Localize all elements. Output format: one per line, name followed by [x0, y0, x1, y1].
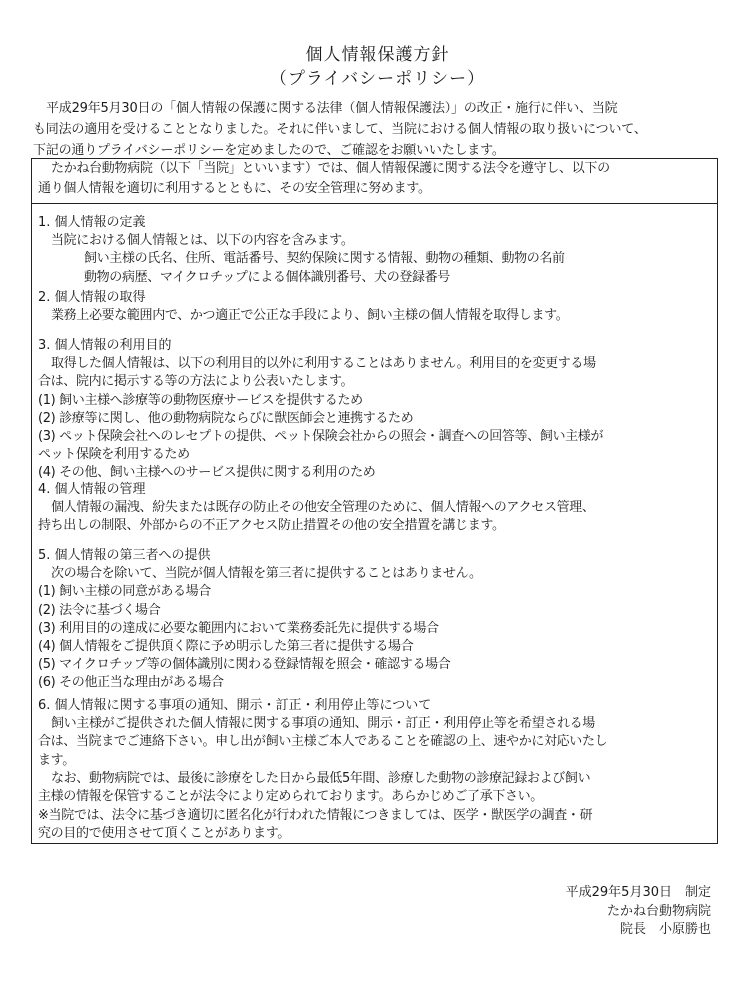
- section-line: 合は、院内に掲示する等の方法により公表いたします。: [38, 374, 354, 390]
- policy-box-intro: [32, 159, 717, 204]
- section-line: 究の目的で使用させて頂くことがあります。: [38, 826, 290, 842]
- section-line: (5) マイクロチップ等の個体識別に関わる登録情報を照会・確認する場合: [38, 657, 451, 673]
- section-heading: 3. 個人情報の利用目的: [38, 338, 172, 353]
- box-intro-line: 通り個人情報を適切に利用するとともに、その安全管理に努めます。: [38, 181, 431, 196]
- section-line: ペット保険を利用するため: [38, 447, 190, 463]
- policy-box: [31, 158, 718, 844]
- section-heading: 6. 個人情報に関する事項の通知、開示・訂正・利用停止等について: [38, 698, 432, 713]
- intro-line: も同法の適用を受けることとなりました。それに伴いまして、当院における個人情報の取り扱いについて、: [33, 122, 647, 137]
- section-line: (4) 個人情報をご提供頂く際に予め明示した第三者に提供する場合: [38, 639, 414, 655]
- policy-section: [38, 697, 718, 806]
- policy-section: [38, 547, 718, 693]
- section-line: 主様の情報を保管することが法令により定められております。あらかじめご了承下さい。: [38, 789, 543, 805]
- policy-section: [38, 481, 718, 536]
- document-title: 個人情報保護方針: [305, 45, 450, 65]
- section-line: 次の場合を除いて、当院が個人情報を第三者に提供することはありません。: [51, 566, 482, 582]
- policy-section: [38, 214, 718, 287]
- section-line: (4) その他、飼い主様へのサービス提供に関する利用のため: [38, 465, 376, 481]
- section-heading: 1. 個人情報の定義: [38, 215, 146, 230]
- policy-section: [38, 337, 718, 483]
- section-line: (6) その他正当な理由がある場合: [38, 675, 224, 691]
- policy-section: [38, 807, 718, 843]
- signature-block: [566, 884, 711, 940]
- section-line: 取得した個人情報は、以下の利用目的以外に利用することはありません。利用目的を変更する場: [51, 356, 596, 372]
- section-line: なお、動物病院では、最後に診療をした日から最低5年間、診療した動物の診療記録および飼い: [51, 770, 591, 786]
- section-line: (1) 飼い主様へ診療等の動物医療サービスを提供するため: [38, 392, 363, 408]
- box-intro-line: たかね台動物病院（以下「当院」といいます）では、個人情報保護に関する法令を遵守し、以下の: [51, 161, 610, 176]
- document-subtitle: （プライバシーポリシー）: [269, 69, 486, 89]
- section-heading: 4. 個人情報の管理: [38, 482, 146, 497]
- intro-line: 平成29年5月30日の「個人情報の保護に関する法律（個人情報保護法）」の改正・施行に伴い、当院: [46, 101, 618, 116]
- enactment-date: 平成29年5月30日 制定: [565, 885, 711, 900]
- section-line: (2) 法令に基づく場合: [38, 602, 161, 618]
- intro-line: 下記の通りプライバシーポリシーを定めましたので、ご確認をお願いいたします。: [33, 143, 505, 158]
- section-line: ※当院では、法令に基づき適切に匿名化が行われた情報につきましては、医学・獣医学の調査・研: [38, 808, 593, 823]
- section-line: (1) 飼い主様の同意がある場合: [38, 584, 211, 600]
- policy-section: [38, 289, 718, 325]
- section-line: ます。: [38, 752, 75, 768]
- section-line: 持ち出しの制限、外部からの不正アクセス防止措置その他の安全措置を講じます。: [38, 518, 505, 534]
- section-line: 当院における個人情報とは、以下の内容を含みます。: [51, 233, 354, 249]
- section-heading: 2. 個人情報の取得: [38, 290, 146, 305]
- section-line: 飼い主様の氏名、住所、電話番号、契約保険に関する情報、動物の種類、動物の名前: [84, 251, 565, 267]
- section-line: (2) 診療等に関し、他の動物病院ならびに獣医師会と連携するため: [38, 410, 414, 426]
- director-name: 院長 小原勝也: [619, 922, 711, 937]
- intro-paragraph: [33, 98, 733, 161]
- section-line: 飼い主様がご提供された個人情報に関する事項の通知、開示・訂正・利用停止等を希望される場: [51, 716, 595, 732]
- section-line: (3) ペット保険会社へのレセプトの提供、ペット保険会社からの照会・調査への回答等、飼い主様が: [38, 429, 604, 445]
- section-line: 動物の病歴、マイクロチップによる個体識別番号、犬の登録番号: [84, 269, 450, 285]
- section-line: (3) 利用目的の達成に必要な範囲内において業務委託先に提供する場合: [38, 620, 439, 636]
- section-line: 業務上必要な範囲内で、かつ適正で公正な手段により、飼い主様の個人情報を取得します。: [51, 308, 569, 324]
- section-line: 合は、当院までご連絡下さい。申し出が飼い主様ご本人であることを確認の上、速やかに対応いたし: [38, 734, 608, 750]
- section-line: 個人情報の漏洩、紛失または既存の防止その他安全管理のために、個人情報へのアクセス管理、: [51, 500, 595, 516]
- section-heading: 5. 個人情報の第三者への提供: [38, 548, 211, 563]
- clinic-name: たかね台動物病院: [606, 903, 711, 919]
